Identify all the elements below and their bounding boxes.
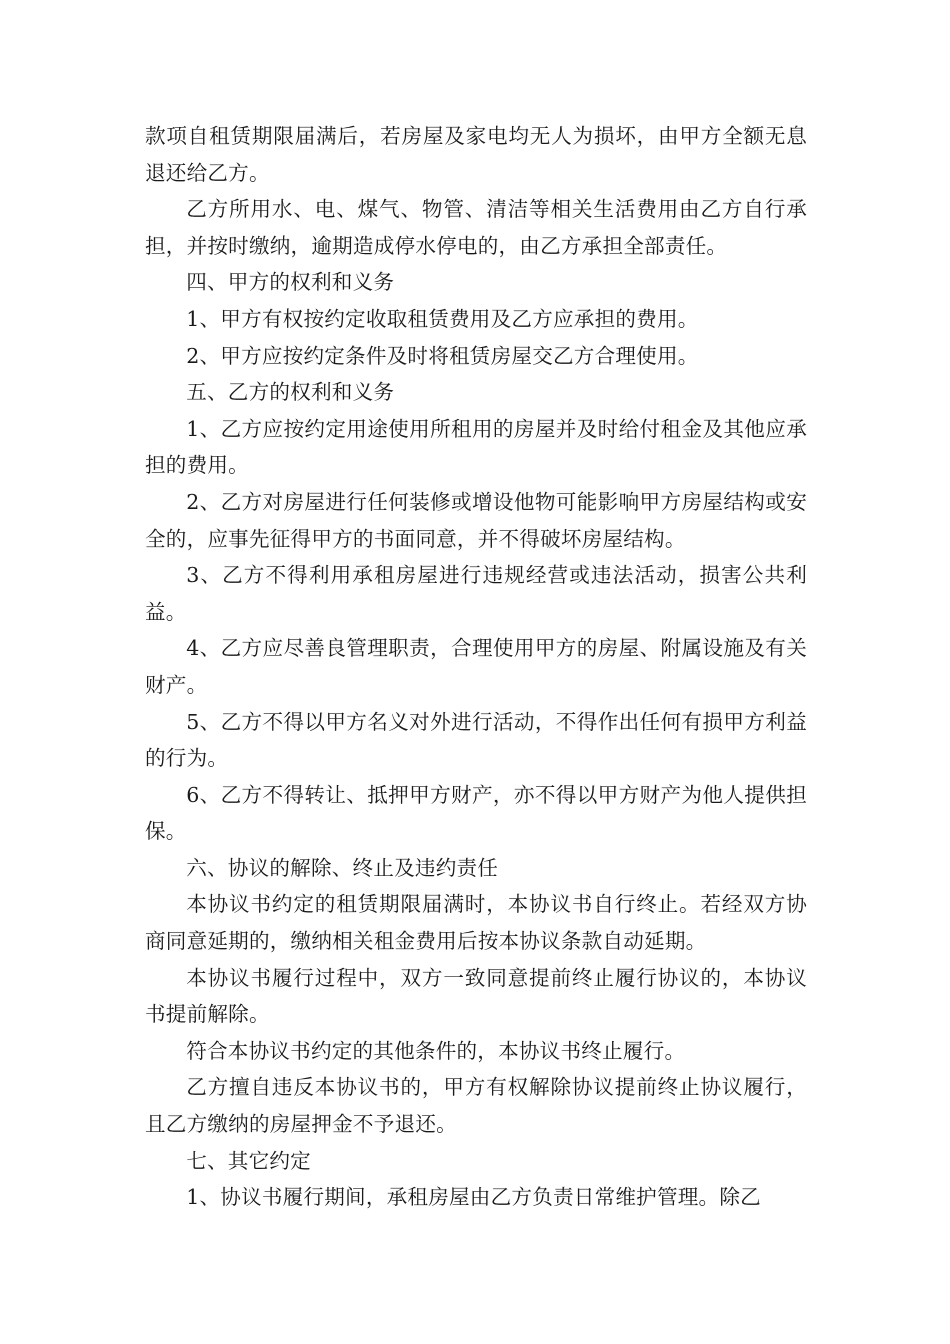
section-heading-party-b-rights: 五、乙方的权利和义务 (186, 380, 395, 405)
paragraph-party-b-clause-1: 1、乙方应按约定用途使用所租用的房屋并及时给付租金及其他应承担的费用。 (145, 416, 807, 478)
paragraph-party-b-clause-3: 3、乙方不得利用承租房屋进行违规经营或违法活动，损害公共利益。 (145, 563, 807, 624)
section-heading-other-terms: 七、其它约定 (186, 1148, 311, 1173)
paragraph-party-b-clause-2: 2、乙方对房屋进行任何装修或增设他物可能影响甲方房屋结构或安全的，应事先征得甲方的书面同意，并不得破坏房屋结构。 (145, 489, 807, 551)
paragraph-deposit-refund: 款项自租赁期限届满后，若房屋及家电均无人为损坏，由甲方全额无息退还给乙方。 (145, 124, 807, 185)
paragraph-party-b-clause-6: 6、乙方不得转让、抵押甲方财产，亦不得以甲方财产为他人提供担保。 (145, 782, 807, 844)
document-body (145, 118, 807, 1216)
paragraph-party-a-clause-2: 2、甲方应按约定条件及时将租赁房屋交乙方合理使用。 (186, 343, 699, 368)
paragraph-termination-expiry: 本协议书约定的租赁期限届满时，本协议书自行终止。若经双方协商同意延期的，缴纳相关租金费用后按本协议条款自动延期。 (145, 892, 807, 954)
paragraph-termination-breach: 乙方擅自违反本协议书的，甲方有权解除协议提前终止协议履行，且乙方缴纳的房屋押金不予退还。 (145, 1075, 807, 1137)
section-heading-termination: 六、协议的解除、终止及违约责任 (186, 855, 499, 880)
paragraph-termination-mutual: 本协议书履行过程中，双方一致同意提前终止履行协议的，本协议书提前解除。 (145, 965, 807, 1027)
paragraph-other-clause-1: 1、协议书履行期间，承租房屋由乙方负责日常维护管理。除乙 (186, 1185, 761, 1210)
paragraph-party-b-clause-5: 5、乙方不得以甲方名义对外进行活动，不得作出任何有损甲方利益的行为。 (145, 709, 807, 771)
paragraph-party-b-clause-4: 4、乙方应尽善良管理职责，合理使用甲方的房屋、附属设施及有关财产。 (145, 636, 807, 697)
paragraph-termination-conditions: 符合本协议书约定的其他条件的，本协议书终止履行。 (186, 1038, 686, 1063)
section-heading-party-a-rights: 四、甲方的权利和义务 (186, 270, 395, 295)
paragraph-party-a-clause-1: 1、甲方有权按约定收取租赁费用及乙方应承担的费用。 (186, 306, 699, 331)
paragraph-living-expenses: 乙方所用水、电、煤气、物管、清洁等相关生活费用由乙方自行承担，并按时缴纳，逾期造成停水停电的，由乙方承担全部责任。 (145, 197, 807, 258)
